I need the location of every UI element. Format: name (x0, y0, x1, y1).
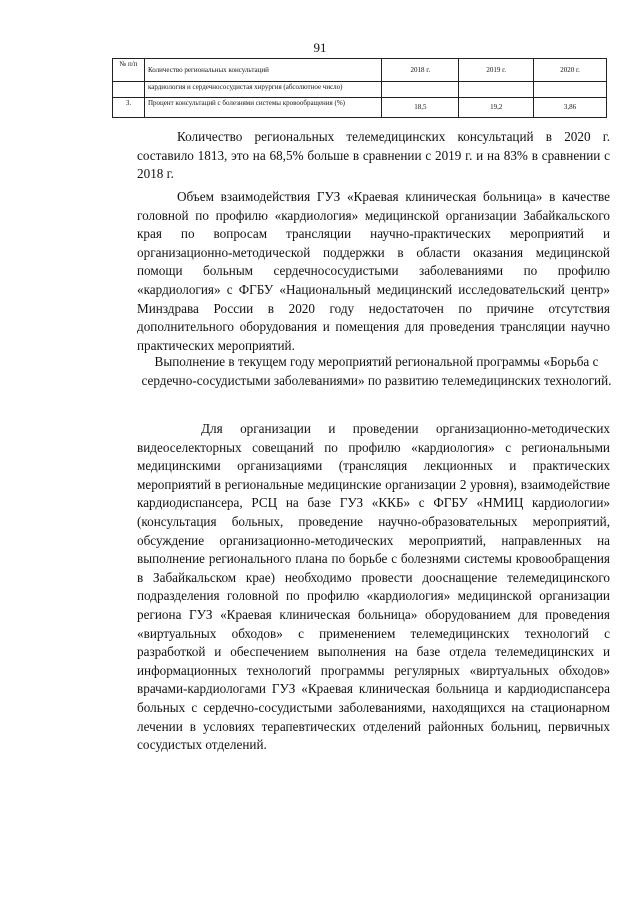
paragraph-text: Объем взаимодействия ГУЗ «Краевая клиническая больница» в качестве головной по профилю «кардиология» медицинской организации Забайкальского края по вопросам трансляции научно-практических мероприятий и организационно-методической поддержки в области оказания медицинской помощи больным сердечнососудистыми заболеваниями по профилю «кардиология» с ФГБУ «Национальный медицинский исследовательский центр» Минздрава России в 2020 году недостаточен по причине отсутствия дополнительного оборудования и помещения для проведения трансляции научно практических мероприятий. (137, 189, 610, 353)
table-cell-2020: 3,86 (534, 98, 607, 118)
table-cell-2018: 18,5 (382, 98, 459, 118)
header-num: № п/п (113, 59, 145, 82)
paragraph-telemedicine-measures (137, 420, 610, 755)
table-cell-empty (459, 82, 534, 98)
header-2018: 2018 г. (382, 59, 459, 82)
paragraph-text: Количество региональных телемедицинских консультаций в 2020 г. составило 1813, это на 68,5% больше в сравнении с 2019 г. и на 83% в сравнении с 2018 г. (137, 129, 610, 182)
table-row (113, 98, 607, 118)
table-cell-empty (382, 82, 459, 98)
header-2020: 2020 г. (534, 59, 607, 82)
page-number: 91 (313, 40, 327, 55)
section-heading: Выполнение в текущем году мероприятий региональной программы «Борьба с сердечно-сосудистыми заболеваниями» по развитию телемедицинских технологий. (141, 354, 612, 388)
table-cell-2019: 19,2 (459, 98, 534, 118)
paragraph-consultations-count (137, 128, 610, 184)
header-2019: 2019 г. (459, 59, 534, 82)
paragraph-cooperation-volume (137, 188, 610, 355)
table-cell-text: кардиология и сердечнососудистая хирургия (абсолютное число) (144, 82, 382, 98)
table-row (113, 82, 607, 98)
table-header-row (113, 59, 607, 82)
table-cell-empty (534, 82, 607, 98)
header-name: Количество региональных консультаций (144, 59, 382, 82)
table-cell-text: Процент консультаций с болезнями системы кровообращения (%) (144, 98, 382, 118)
statistics-table (112, 58, 607, 118)
table-cell-empty (113, 82, 145, 98)
paragraph-text: Для организации и проведении организационно-методических видеоселекторных совещаний по профилю «кардиология» с региональными медицинскими организациями (трансляция лекционных и практических мероприятий в региональные медицинские организации 2 уровня), взаимодействие кардиодиспансера, РСЦ на базе ГУЗ «ККБ» с ФГБУ «НМИЦ кардиологии» (консультация больных, проведение научно-образовательных мероприятий, обсуждение организационно-методических мероприятий, направленных на выполнение регионального плана по борьбе с болезнями системы кровообращения в Забайкальском крае) необходимо провести дооснащение телемедицинского подразделения головной по профилю «кардиология» медицинской организации региона ГУЗ «Краевая клиническая больница» оборудованием для проведения «виртуальных обходов» с применением телемедицинских технологий с разработкой и обеспечением выполнения на базе отдела телемедицинских и информационных технологий программы регулярных «виртуальных обходов» врачами-кардиологами ГУЗ «Краевая клиническая больница и кардиодиспансера больных с сердечно-сосудистыми заболеваниями, находящихся на стационарном лечении в условиях терапевтических отделений районных больниц, первичных сосудистых отделений. (137, 421, 610, 753)
table-cell-num: 3. (113, 98, 145, 118)
